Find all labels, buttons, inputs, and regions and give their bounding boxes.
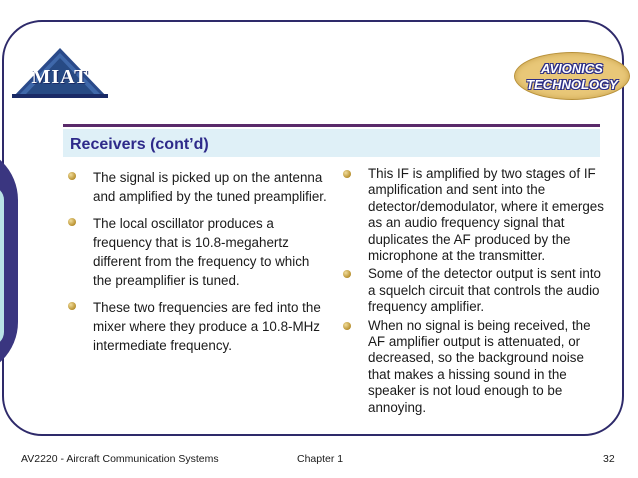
footer-page-number: 32 [603, 453, 615, 465]
bullet-text: These two frequencies are fed into the mixer where they produce a 10.8-MHz intermediate frequency. [93, 300, 321, 353]
title-rule [63, 124, 600, 127]
bullet-text: This IF is amplified by two stages of IF amplification and sent into the detector/demodulator, where it emerges as an audio frequency signal that duplicates the AF produced by the microphone at the transmitter. [368, 166, 604, 264]
footer-chapter: Chapter 1 [297, 453, 344, 465]
bullet-text: The signal is picked up on the antenna and amplified by the tuned preamplifier. [93, 170, 327, 204]
decorative-arc-inner [0, 186, 4, 346]
footer-course: AV2220 - Aircraft Communication Systems [21, 453, 219, 465]
bullet-text: The local oscillator produces a frequency that is 10.8-megahertz different from the frequency to which the preamplifier is tuned. [93, 216, 310, 288]
slide-title: Receivers (cont’d) [70, 136, 209, 153]
badge-line-1: AVIONICS [541, 61, 603, 76]
bullet-icon [68, 218, 76, 226]
list-item [343, 266, 605, 315]
list-item [68, 168, 330, 206]
bullet-icon [68, 302, 76, 310]
list-item [68, 298, 330, 355]
bullet-icon [68, 172, 76, 180]
bullet-icon [343, 322, 351, 330]
bullet-icon [343, 170, 351, 178]
list-item [68, 214, 330, 290]
badge-line-2: TECHNOLOGY [526, 77, 618, 92]
list-item [343, 166, 605, 264]
bullet-text: Some of the detector output is sent into a squelch circuit that controls the audio frequency amplifier. [368, 266, 601, 315]
avionics-technology-badge [514, 52, 630, 100]
logo-text: MIAT [31, 66, 89, 88]
bullet-icon [343, 270, 351, 278]
right-bullet-list [343, 166, 605, 418]
left-bullet-list [68, 168, 330, 363]
bullet-text: When no signal is being received, the AF amplifier output is attenuated, or decreased, so the background noise that makes a hissing sound in the speaker is not loud enough to be annoying. [368, 317, 591, 415]
list-item [343, 318, 605, 416]
